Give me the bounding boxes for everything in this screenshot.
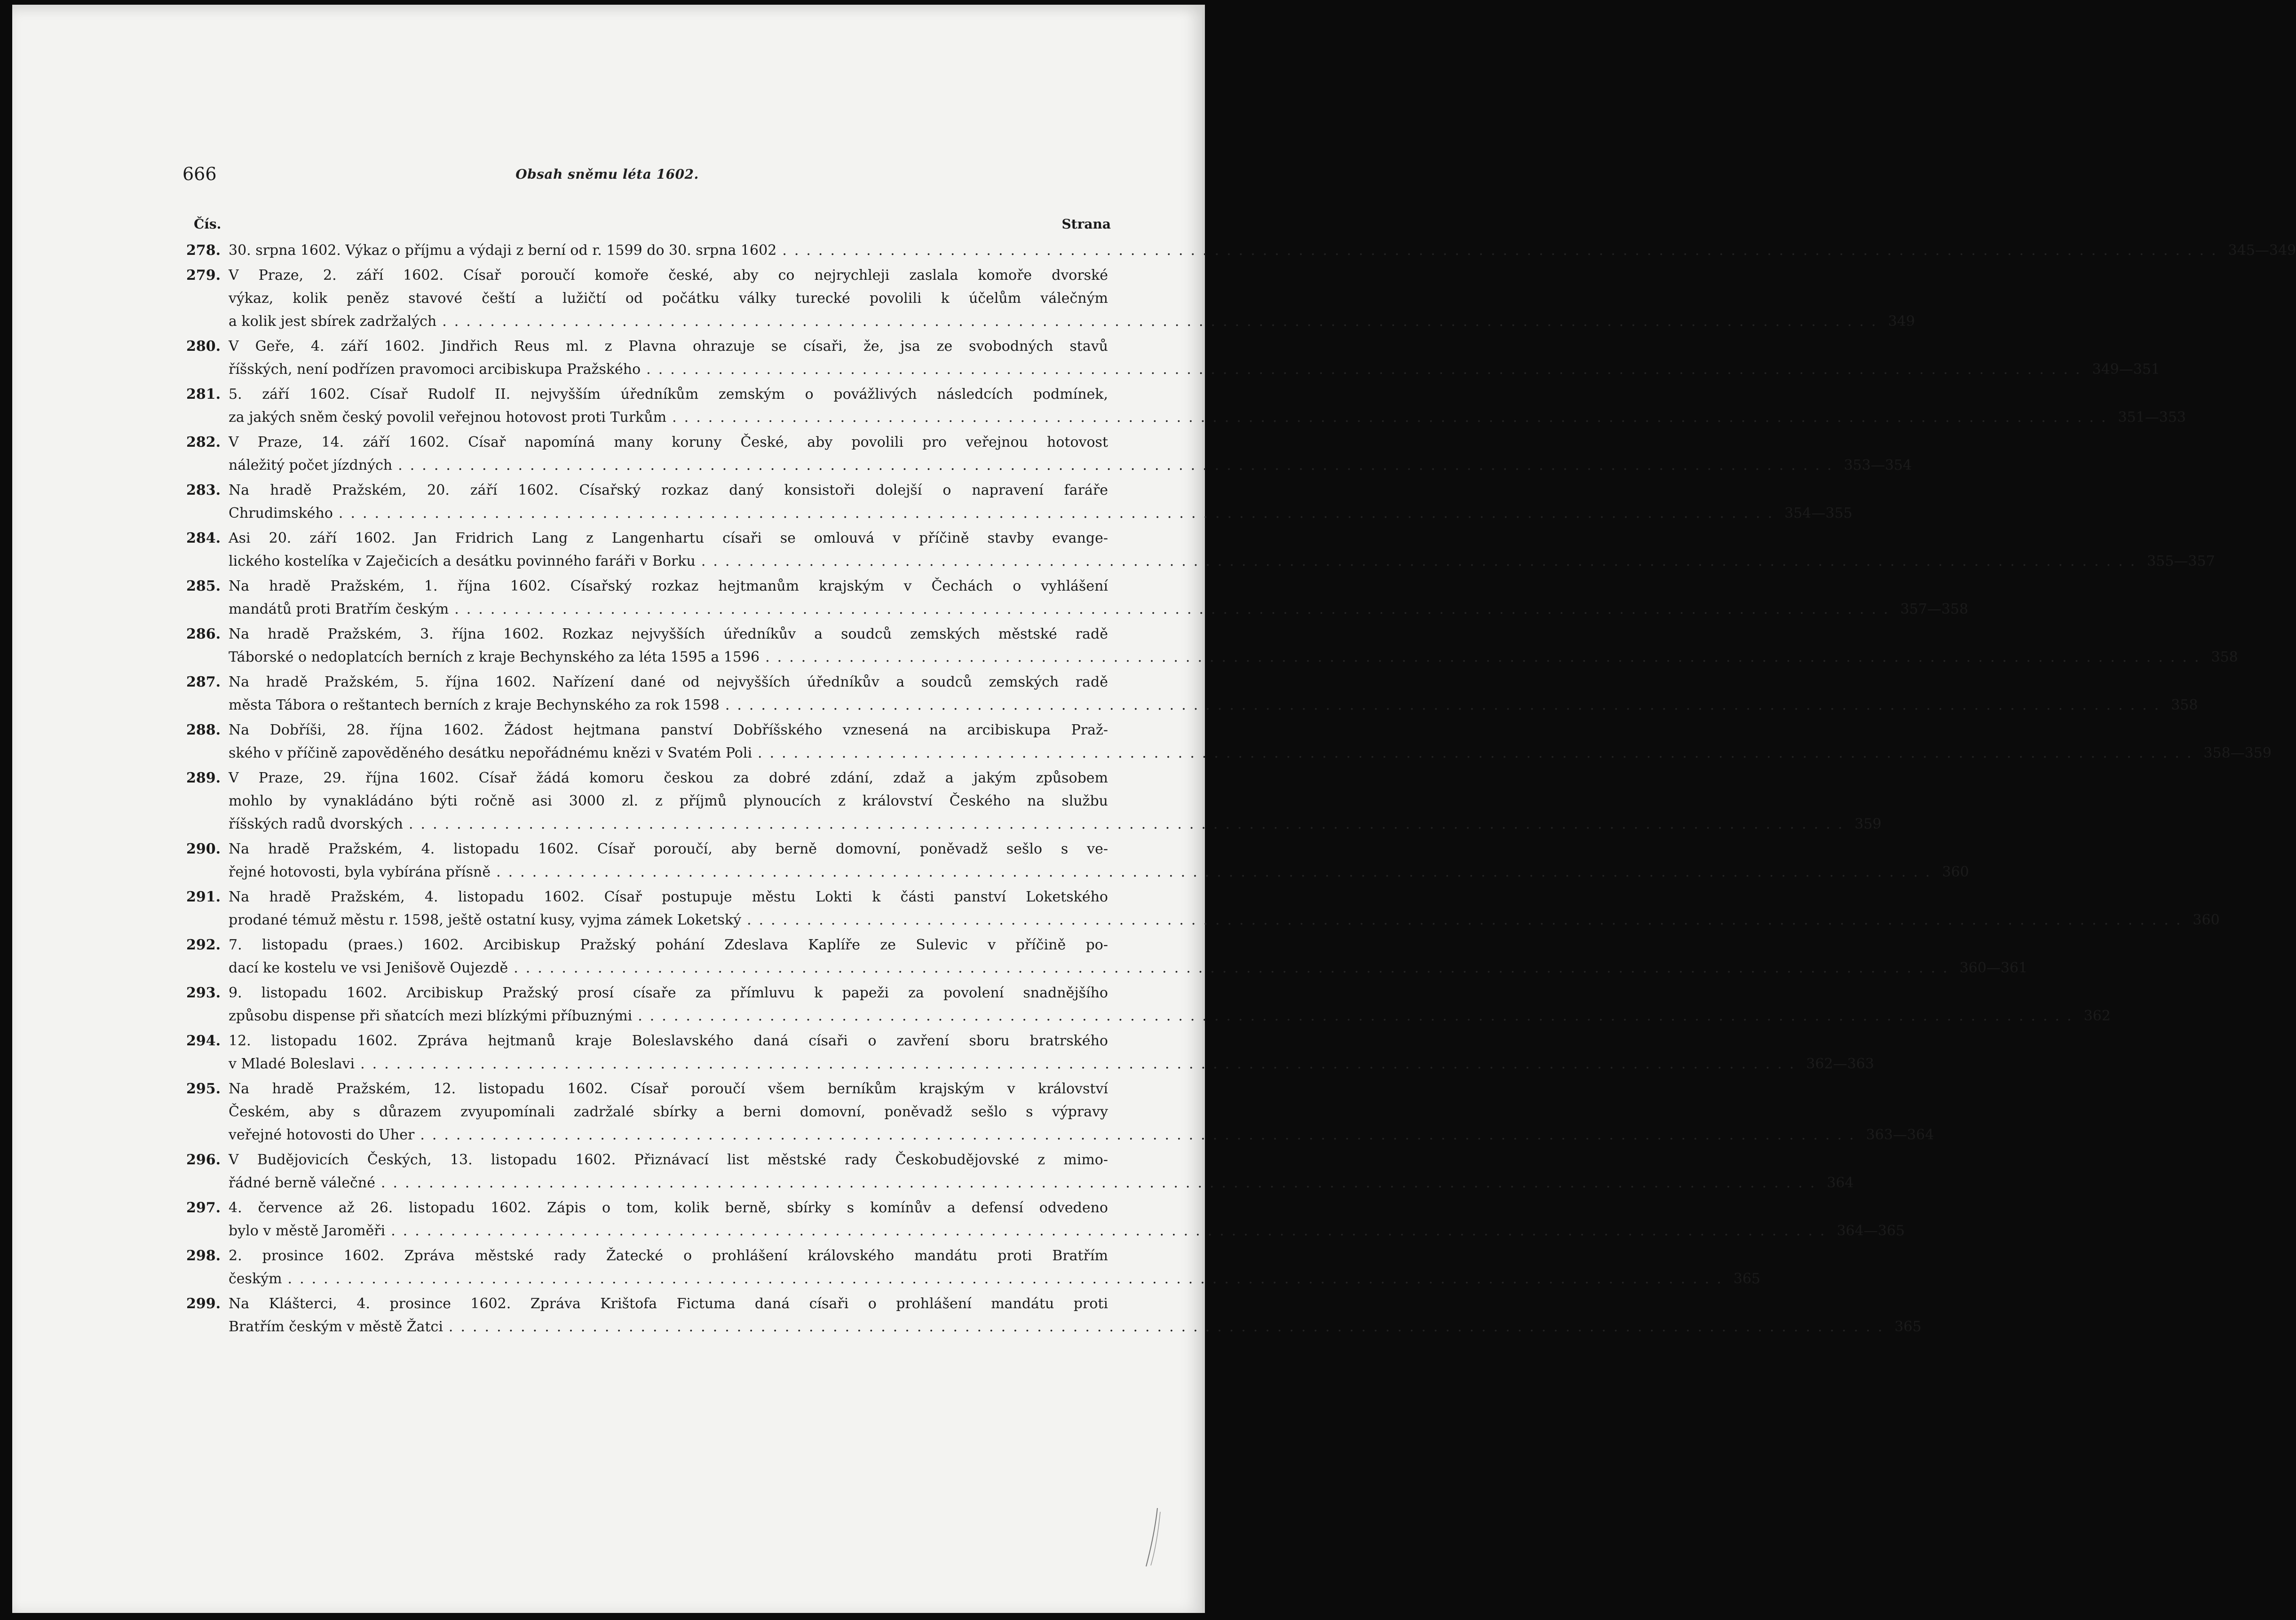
dot-leader: ........................................................................................................................	[672, 409, 2114, 426]
entry-number: 293.	[186, 985, 221, 1001]
entry-text: Na Dobříši, 28. října 1602. Žádost hejtmana panství Dobříšského vznesená na arcibiskupa Praž-	[229, 722, 1108, 738]
entry-number: 297.	[186, 1200, 221, 1216]
column-headings	[194, 216, 1111, 235]
entry-number: 278.	[186, 242, 221, 259]
entry-text: 30. srpna 1602. Výkaz o příjmu a výdaji z berní od r. 1599 do 30. srpna 1602	[229, 242, 777, 259]
entry-text: Na hradě Pražském, 4. listopadu 1602. Císař postupuje městu Lokti k části panství Loketského	[229, 889, 1108, 905]
entry-page-ref: 362—363	[1806, 1056, 1874, 1072]
toc-entry	[186, 1029, 1874, 1075]
entry-last-line	[229, 861, 1969, 884]
entry-page-ref: 359	[1854, 816, 1882, 832]
entry-text: Na Klášterci, 4. prosince 1602. Zpráva Krištofa Fictuma daná císaři o prohlášení mandátu proti	[229, 1296, 1108, 1312]
dot-leader: ........................................................................................................................	[496, 864, 1938, 880]
entry-text: způsobu dispense při sňatcích mezi blízkými příbuznými	[229, 1008, 633, 1024]
dot-leader: ........................................................................................................................	[287, 1271, 1729, 1287]
entry-page-ref: 349	[1888, 313, 1915, 330]
entry-text: Českém, aby s důrazem zvyupomínali zadržalé sbírky a berni domovní, poněvadž sešlo s výpravy	[229, 1104, 1108, 1120]
page-header	[12, 164, 1202, 192]
entry-text: Na hradě Pražském, 5. října 1602. Nařízení dané od nejvyšších úředníkův a soudců zemských radě	[229, 674, 1108, 690]
running-title: Obsah sněmu léta 1602.	[515, 166, 699, 182]
entry-text: lického kostelíka v Zaječicích a desátku povinného faráři v Borku	[229, 553, 696, 569]
entry-page-ref: 358	[2171, 697, 2198, 713]
entry-last-line	[229, 1219, 1905, 1242]
entry-text: V Praze, 2. září 1602. Císař poroučí komoře české, aby co nejrychleji zaslala komoře dvorské	[229, 267, 1108, 284]
dot-leader: ........................................................................................................................	[409, 816, 1850, 832]
entry-text: řádné berně válečné	[229, 1175, 376, 1191]
dot-leader: ........................................................................................................................	[646, 361, 2088, 378]
toc-entry	[186, 527, 2215, 573]
entry-text: mandátů proti Bratřím českým	[229, 601, 449, 617]
entry-page-ref: 362	[2083, 1008, 2111, 1024]
entry-number: 287.	[186, 674, 221, 690]
entry-text: veřejné hotovosti do Uher	[229, 1127, 415, 1143]
toc-entry	[186, 623, 2238, 669]
toc-entry	[186, 239, 2296, 262]
entry-number: 289.	[186, 770, 221, 786]
entry-page-ref: 358	[2211, 649, 2238, 665]
entry-last-line	[229, 956, 2028, 980]
entry-page-ref: 363—364	[1866, 1127, 1934, 1143]
entry-text: říšských radů dvorských	[229, 816, 404, 832]
entry-last-line	[229, 502, 1853, 525]
toc-entry	[186, 885, 2220, 932]
dot-leader: ........................................................................................................................	[725, 697, 2167, 713]
dot-leader: ........................................................................................................................	[360, 1056, 1802, 1072]
entry-text: ského v příčině zapověděného desátku nepořádnému knězi v Svatém Poli	[229, 745, 752, 761]
dot-leader: ........................................................................................................................	[448, 1319, 1890, 1335]
entry-number: 299.	[186, 1296, 221, 1312]
entry-page-ref: 355—357	[2147, 553, 2215, 569]
entry-last-line	[229, 1267, 1761, 1290]
entry-last-line	[229, 813, 1882, 836]
entry-number: 291.	[186, 889, 221, 905]
entry-text: a kolik jest sbírek zadržalých	[229, 313, 437, 330]
toc-entry	[186, 719, 2272, 765]
entry-text: 5. září 1602. Císař Rudolf II. nejvyšším úředníkům zemským o povážlivých následcích podmínek,	[229, 386, 1108, 403]
entry-number: 296.	[186, 1152, 221, 1168]
toc-entry	[186, 264, 1915, 333]
entry-last-line	[229, 550, 2215, 573]
entry-number: 292.	[186, 937, 221, 953]
entry-text: bylo v městě Jaroměři	[229, 1223, 386, 1239]
toc-entry	[186, 431, 1912, 477]
entry-number: 283.	[186, 482, 221, 498]
entry-page-ref: 349—351	[2092, 361, 2161, 378]
entry-text: náležitý počet jízdných	[229, 457, 393, 474]
entry-text: 7. listopadu (praes.) 1602. Arcibiskup Pražský pohání Zdeslava Kaplíře ze Sulevic v příčině po-	[229, 937, 1108, 953]
dot-leader: ........................................................................................................................	[442, 313, 1884, 330]
entry-number: 290.	[186, 841, 221, 857]
entry-last-line	[229, 1171, 1854, 1194]
entry-text: 4. července až 26. listopadu 1602. Zápis o tom, kolik berně, sbírky s komínův a defensí odvedeno	[229, 1200, 1108, 1216]
dot-leader: ........................................................................................................................	[454, 601, 1896, 617]
entry-text: Chrudimského	[229, 505, 333, 522]
entry-last-line	[229, 694, 2198, 717]
dot-leader: ........................................................................................................................	[782, 242, 2224, 259]
entry-number: 281.	[186, 386, 221, 403]
entry-text: Táborské o nedoplatcích berních z kraje Bechynského za léta 1595 a 1596	[229, 649, 760, 665]
entry-number: 284.	[186, 530, 221, 546]
dot-leader: ........................................................................................................................	[514, 960, 1955, 976]
entry-page-ref: 360—361	[1959, 960, 2028, 976]
entry-number: 279.	[186, 267, 221, 284]
entry-page-ref: 364	[1827, 1175, 1854, 1191]
entry-text: prodané témuž městu r. 1598, ještě ostatní kusy, vyjma zámek Loketský	[229, 912, 742, 928]
entry-last-line	[229, 239, 2296, 262]
dot-leader: ........................................................................................................................	[338, 505, 1780, 522]
entry-text: dací ke kostelu ve vsi Jenišově Oujezdě	[229, 960, 508, 976]
entry-last-line	[229, 1123, 1934, 1146]
dot-leader: ........................................................................................................................	[765, 649, 2207, 665]
entry-text: 2. prosince 1602. Zpráva městské rady Žatecké o prohlášení královského mandátu proti Bratřím	[229, 1248, 1108, 1264]
dot-leader: ........................................................................................................................	[391, 1223, 1832, 1239]
toc-entry	[186, 671, 2198, 717]
entry-text: v Mladé Boleslavi	[229, 1056, 355, 1072]
entry-text: Na hradě Pražském, 20. září 1602. Císařský rozkaz daný konsistoři dolejší o napravení faráře	[229, 482, 1108, 498]
entry-page-ref: 354—355	[1784, 505, 1853, 522]
toc-entry	[186, 767, 1882, 836]
entry-last-line	[229, 358, 2161, 381]
entry-text: českým	[229, 1271, 282, 1287]
toc-entry	[186, 1292, 1922, 1338]
page-column-heading: Strana	[1061, 216, 1111, 232]
toc-entry	[186, 981, 2111, 1027]
entry-last-line	[229, 742, 2272, 765]
entry-page-ref: 360	[2193, 912, 2220, 928]
entry-last-line	[229, 406, 2186, 429]
entry-page-ref: 364—365	[1837, 1223, 1905, 1239]
dot-leader: ........................................................................................................................	[381, 1175, 1822, 1191]
entry-last-line	[229, 646, 2238, 669]
entry-text: 9. listopadu 1602. Arcibiskup Pražský prosí císaře za přímluvu k papeži za povolení snadnějšího	[229, 985, 1108, 1001]
entry-number: 298.	[186, 1248, 221, 1264]
entry-text: Asi 20. září 1602. Jan Fridrich Lang z Langenhartu císaři se omlouvá v příčině stavby evange-	[229, 530, 1108, 546]
entry-number: 288.	[186, 722, 221, 738]
entry-last-line	[229, 909, 2220, 932]
entry-text: výkaz, kolik peněz stavové čeští a lužičtí od počátku války turecké povolili k účelům válečným	[229, 290, 1108, 307]
entry-text: V Geře, 4. září 1602. Jindřich Reus ml. z Plavna ohrazuje se císaři, že, jsa ze svobodných stavů	[229, 338, 1108, 355]
entry-last-line	[229, 454, 1912, 477]
entry-text: řejné hotovosti, byla vybírána přísně	[229, 864, 491, 880]
number-column-heading: Čís.	[194, 216, 222, 232]
entry-text: Na hradě Pražském, 1. října 1602. Císařský rozkaz hejtmanům krajským v Čechách o vyhlášení	[229, 578, 1108, 594]
entry-text: V Budějovicích Českých, 13. listopadu 1602. Přiznávací list městské rady Českobudějovské z mimo-	[229, 1152, 1108, 1168]
toc-entry	[186, 479, 1853, 525]
entry-last-line	[229, 1315, 1922, 1338]
entry-page-ref: 351—353	[2118, 409, 2186, 426]
entry-page-ref: 360	[1942, 864, 1969, 880]
entry-page-ref: 345—349	[2228, 242, 2296, 259]
dot-leader: ........................................................................................................................	[701, 553, 2143, 569]
entry-text: za jakých sněm český povolil veřejnou hotovost proti Turkům	[229, 409, 667, 426]
entry-number: 285.	[186, 578, 221, 594]
dot-leader: ........................................................................................................................	[420, 1127, 1861, 1143]
entry-text: V Praze, 29. října 1602. Císař žádá komoru českou za dobré zdání, zdaž a jakým způsobem	[229, 770, 1108, 786]
entry-text: Na hradě Pražském, 12. listopadu 1602. Císař poroučí všem berníkům krajským v království	[229, 1081, 1108, 1097]
entry-last-line	[229, 598, 1969, 621]
dot-leader: ........................................................................................................................	[398, 457, 1839, 474]
entry-page-ref: 365	[1733, 1271, 1761, 1287]
entry-text: města Tábora o reštantech berních z kraje Bechynského za rok 1598	[229, 697, 720, 713]
entry-text: mohlo by vynakládáno býti ročně asi 3000 zl. z příjmů plynoucích z království Českého na službu	[229, 793, 1108, 809]
page-number: 666	[182, 164, 217, 184]
entry-number: 280.	[186, 338, 221, 355]
entry-last-line	[229, 310, 1915, 333]
entry-number: 286.	[186, 626, 221, 642]
entry-page-ref: 357—358	[1900, 601, 1969, 617]
entry-page-ref: 353—354	[1844, 457, 1912, 474]
entry-number: 295.	[186, 1081, 221, 1097]
toc-entry	[186, 933, 2028, 980]
dot-leader: ........................................................................................................................	[758, 745, 2199, 761]
book-page	[12, 5, 2296, 1613]
entry-page-ref: 358—359	[2203, 745, 2272, 761]
toc-entry	[186, 575, 1969, 621]
entry-text: Na hradě Pražském, 3. října 1602. Rozkaz nejvyšších úředníkův a soudců zemských městské radě	[229, 626, 1108, 642]
pencil-mark-icon	[1143, 1507, 1162, 1568]
toc-entry	[186, 838, 1969, 884]
entry-text: 12. listopadu 1602. Zpráva hejtmanů kraje Boleslavského daná císaři o zavření sboru bratrského	[229, 1033, 1108, 1049]
table-of-contents	[186, 239, 2296, 1340]
entry-text: říšských, není podřízen pravomoci arcibiskupa Pražského	[229, 361, 641, 378]
dot-leader: ........................................................................................................................	[747, 912, 2188, 928]
entry-text: Na hradě Pražském, 4. listopadu 1602. Císař poroučí, aby berně domovní, poněvadž sešlo s ve-	[229, 841, 1108, 857]
toc-entry	[186, 335, 2161, 381]
toc-entry	[186, 1244, 1761, 1290]
entry-last-line	[229, 1052, 1874, 1075]
entry-number: 294.	[186, 1033, 221, 1049]
toc-entry	[186, 1077, 1934, 1146]
toc-entry	[186, 1148, 1854, 1194]
entry-number: 282.	[186, 434, 221, 450]
toc-entry	[186, 1196, 1905, 1242]
entry-text: V Praze, 14. září 1602. Císař napomíná many koruny České, aby povolili pro veřejnou hotovost	[229, 434, 1108, 450]
entry-last-line	[229, 1004, 2111, 1027]
dot-leader: ........................................................................................................................	[638, 1008, 2079, 1024]
toc-entry	[186, 383, 2186, 429]
entry-text: Bratřím českým v městě Žatci	[229, 1319, 443, 1335]
entry-page-ref: 365	[1894, 1319, 1922, 1335]
